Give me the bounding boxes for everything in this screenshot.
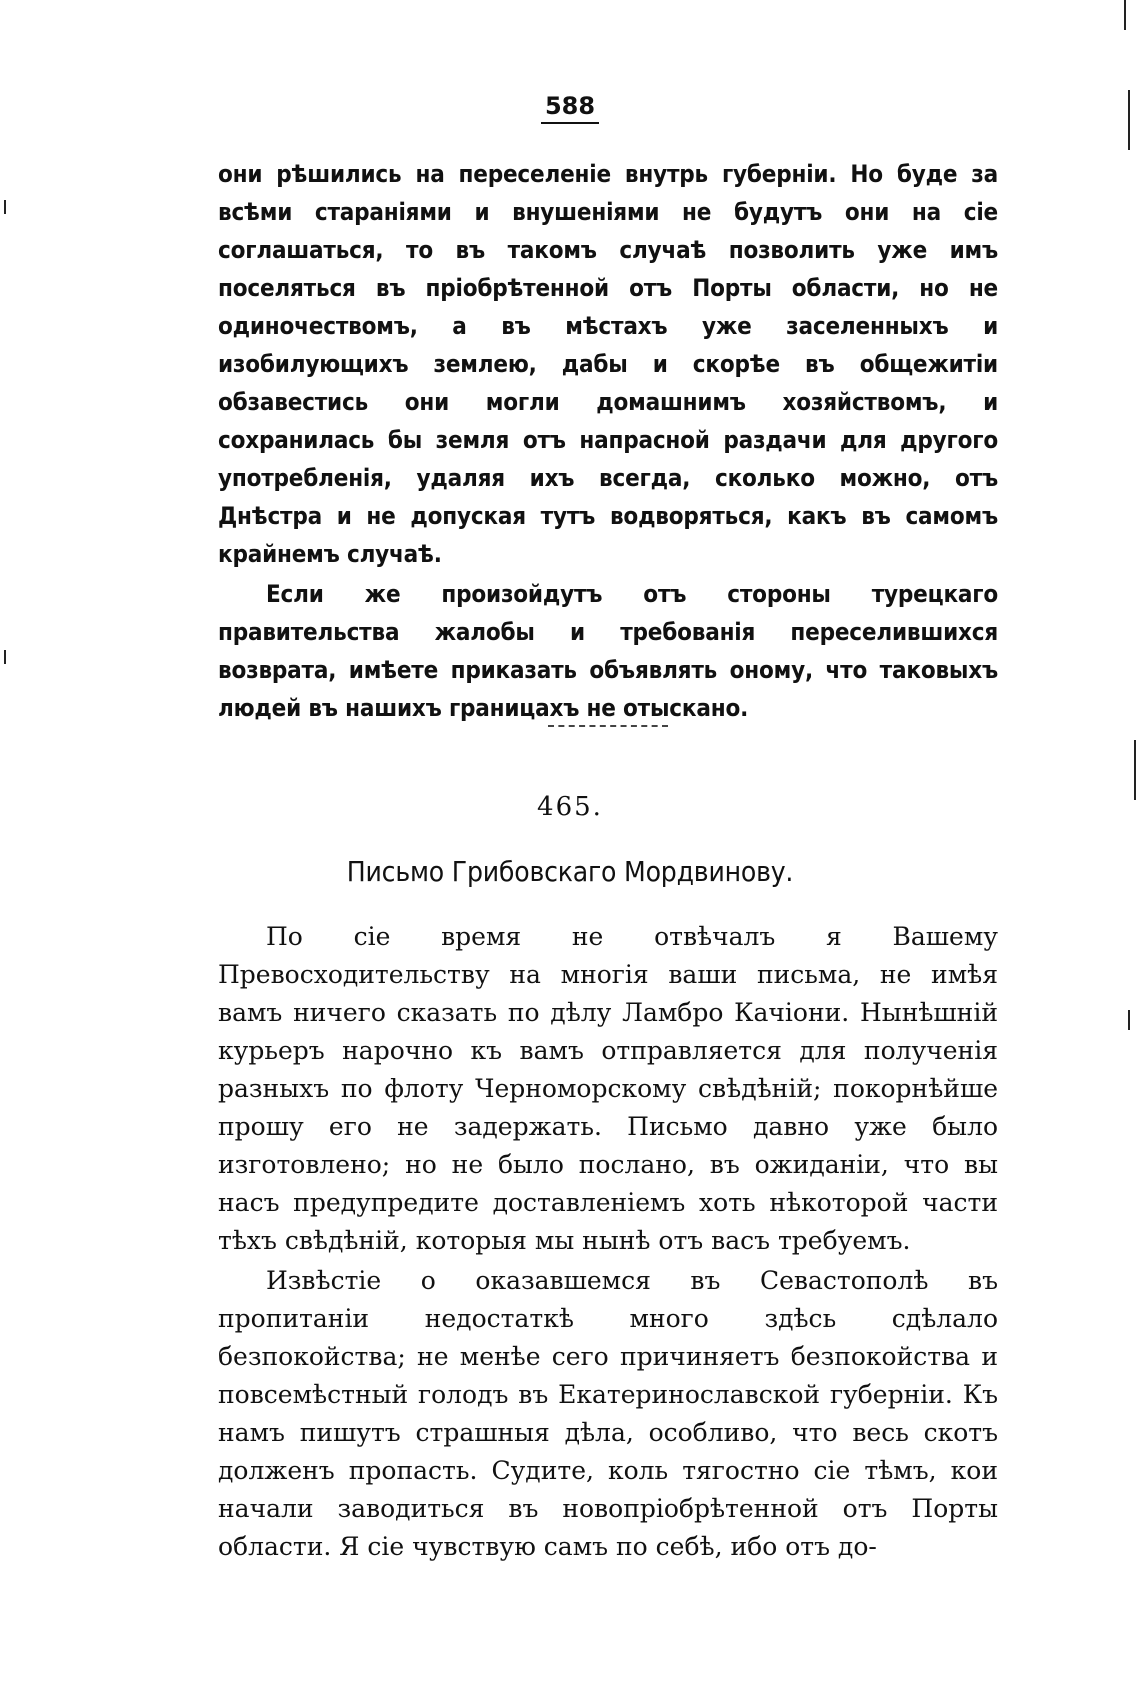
paragraph: Извѣстіе о оказавшемся въ Севастополѣ въ пропитаніи недостаткѣ много здѣсь сдѣлало безпокойства; не менѣе сего причиняетъ безпокойства и повсемѣстный голодъ въ Екатеринославской губерніи. Къ намъ пишутъ страшныя дѣла, особливо, что весь скотъ долженъ пропасть. Судите, коль тягостно сіе тѣмъ, кои начали заводиться въ новопріобрѣтенной отъ Порты области. Я сіе чувствую самъ по себѣ, ибо отъ до- — [218, 1266, 998, 1561]
document-number: 465. — [537, 792, 603, 822]
scan-edge-mark — [4, 650, 6, 664]
scan-edge-mark — [1128, 90, 1130, 150]
previous-document-text — [218, 155, 998, 727]
scan-edge-mark — [1128, 1010, 1130, 1030]
scan-edge-mark — [1124, 0, 1126, 30]
document-title: Письмо Грибовскаго Мордвинову. — [346, 855, 794, 888]
paragraph: Если же произойдутъ отъ стороны турецкаго правительства жалобы и требованія переселившихся возврата, имѣете приказать объявлять оному, что таковыхъ людей въ нашихъ границахъ не отыскано. — [218, 580, 998, 722]
page-number-text: 588 — [541, 92, 599, 124]
scan-edge-mark — [4, 200, 6, 214]
paragraph: они рѣшились на переселеніе внутрь губерніи. Но буде за всѣми стараніями и внушеніями не будутъ они на сіе соглашаться, то въ такомъ случаѣ позволить уже имъ поселяться въ пріобрѣтенной отъ Порты области, но не одиночествомъ, а въ мѣстахъ уже заселенныхъ и изобилующихъ землею, дабы и скорѣе въ общежитіи обзавестись они могли домашнимъ хозяйствомъ, и сохранилась бы земля отъ напрасной раздачи для другого употребленія, удаляя ихъ всегда, сколько можно, отъ Днѣстра и не допуская тутъ водворяться, какъ въ самомъ крайнемъ случаѣ. — [218, 160, 998, 568]
section-separator — [548, 725, 668, 727]
page-number — [0, 92, 1140, 124]
letter-body — [218, 918, 998, 1566]
scan-edge-mark — [1134, 740, 1136, 800]
paragraph: По сіе время не отвѣчалъ я Вашему Превосходительству на многія ваши письма, не имѣя вамъ ничего сказать по дѣлу Ламбро Качіони. Нынѣшній курьеръ нарочно къ вамъ отправляется для полученія разныхъ по флоту Черноморскому свѣдѣній; покорнѣйше прошу его не задержать. Письмо давно уже было изготовлено; но не было послано, въ ожиданіи, что вы насъ предупредите доставленіемъ хоть нѣкоторой части тѣхъ свѣдѣній, которыя мы нынѣ отъ васъ требуемъ. — [218, 922, 998, 1255]
